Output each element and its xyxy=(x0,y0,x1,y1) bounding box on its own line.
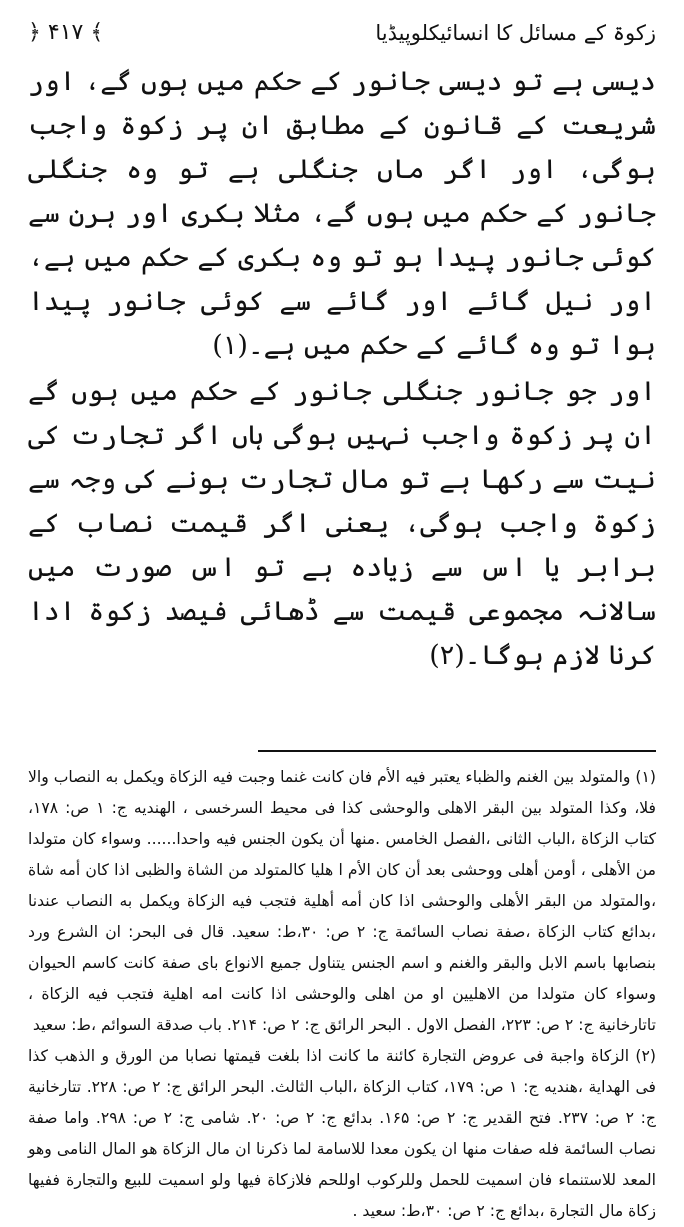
footnotes xyxy=(28,762,656,1227)
main-text xyxy=(28,60,656,678)
footnote-2: (۲) الزكاة واجبة فى عروض التجارة كائنة ما كانت اذا بلغت قيمتها نصابا من الورق و الذهب كذا فى الهداية ،هنديه ج: ۱ ص: ۱۷۹، كتاب الزكاة ،الباب الثالث. البحر الرائق ج: ۲ ص: ۲۲۸. تتارخانية ج: ۲ ص: ۲۳۷. فتح القدير ج: ۲ ص: ۱۶۵. بدائع ج: ۲ ص: ۲۰. شامى ج: ۲ ص: ۲۹۸. واما صفة نصاب السائمة فله صفات منها ان يكون معدا للاسامة لما ذكرنا ان مال الزكاة هو المال النامى وهو المعد للاستنماء فان اسميت للحمل وللركوب اوللحم فلازكاة فيها ولو اسميت للبيع والتجارة ففيها زكاة مال التجارة ،بدائع ج: ۲ ص: ۳۰،ط: سعيد . xyxy=(28,1047,656,1220)
footnote-1: (۱) والمتولد بين الغنم والظباء يعتبر فيه الأم فان كانت غنما وجبت فيه الزكاة ويكمل به النصاب والا فلا، وكذا المتولد بين البقر الاهلى والوحشى كذا فى محيط السرخسى ، الهنديه ج: ۱ ص: ۱۷۸، كتاب الزكاة ،الباب الثانى ،الفصل الخامس .منها أن يكون الجنس فيه واحدا...... وسواء كان متولدا من الأهلى ، أومن أهلى ووحشى بعد أن كان الأم ا هليا كالمتولد من الشاة والظبى اذا كان أمه شاة ،والمتولد من البقر الأهلى والوحشى اذا كان أمه أهلية فتجب فيه الزكاة ويكمل به النصاب عندنا ،بدائع كتاب الزكاة ،صفة نصاب السائمة ج: ۲ ص: ۳۰،ط: سعيد. قال فى البحر: ان الشرع ورد بنصابها باسم الابل والبقر والغنم و اسم الجنس يتناول جميع الانواع باى صفة كانت كاسم الحيوان وسواء كان متولدا من الاهليين او من اهلى والوحشى اذا كانت امه اهلية فتجب فيه الزكاة ، تاتارخانية ج: ۲ ص: ۲۲۳، الفصل الاول . البحر الرائق ج: ۲ ص: ۲۱۴. باب صدقة السوائم ،ط: سعيد xyxy=(28,768,657,1034)
page-header xyxy=(28,18,656,52)
document-page xyxy=(28,18,657,1220)
body-paragraph: اور جو جانور جنگلی جانور کے حکم میں ہوں گے ان پر زکوۃ واجب نہیں ہوگی ہاں اگر تجارت کی نیت سے رکھا ہے تو مال تجارت ہونے کی وجہ سے زکوۃ واجب ہوگی، یعنی اگر قیمت نصاب کے برابر یا اس سے زیادہ ہے تو اس صورت میں سالانہ مجموعی قیمت سے ڈھائی فیصد زکوۃ ادا کرنا لازم ہوگا۔(۲) xyxy=(28,376,656,671)
running-title: زکوۃ کے مسائل کا انسائیکلوپیڈیا xyxy=(375,21,656,45)
footnote-separator xyxy=(258,750,656,752)
page-number: ﴾ ۴۱۷ ﴿ xyxy=(28,20,104,45)
body-paragraph: دیسی ہے تو دیسی جانور کے حکم میں ہوں گے، اور شریعت کے قانون کے مطابق ان پر زکوۃ واجب ہوگی، اور اگر ماں جنگلی ہے تو وہ جنگلی جانور کے حکم میں ہوں گے، مثلا بکری اور ہرن سے کوئی جانور پیدا ہو تو وہ بکری کے حکم میں ہے، اور نیل گائے اور گائے سے کوئی جانور پیدا ہوا تو وہ گائے کے حکم میں ہے۔(۱) xyxy=(28,66,656,361)
